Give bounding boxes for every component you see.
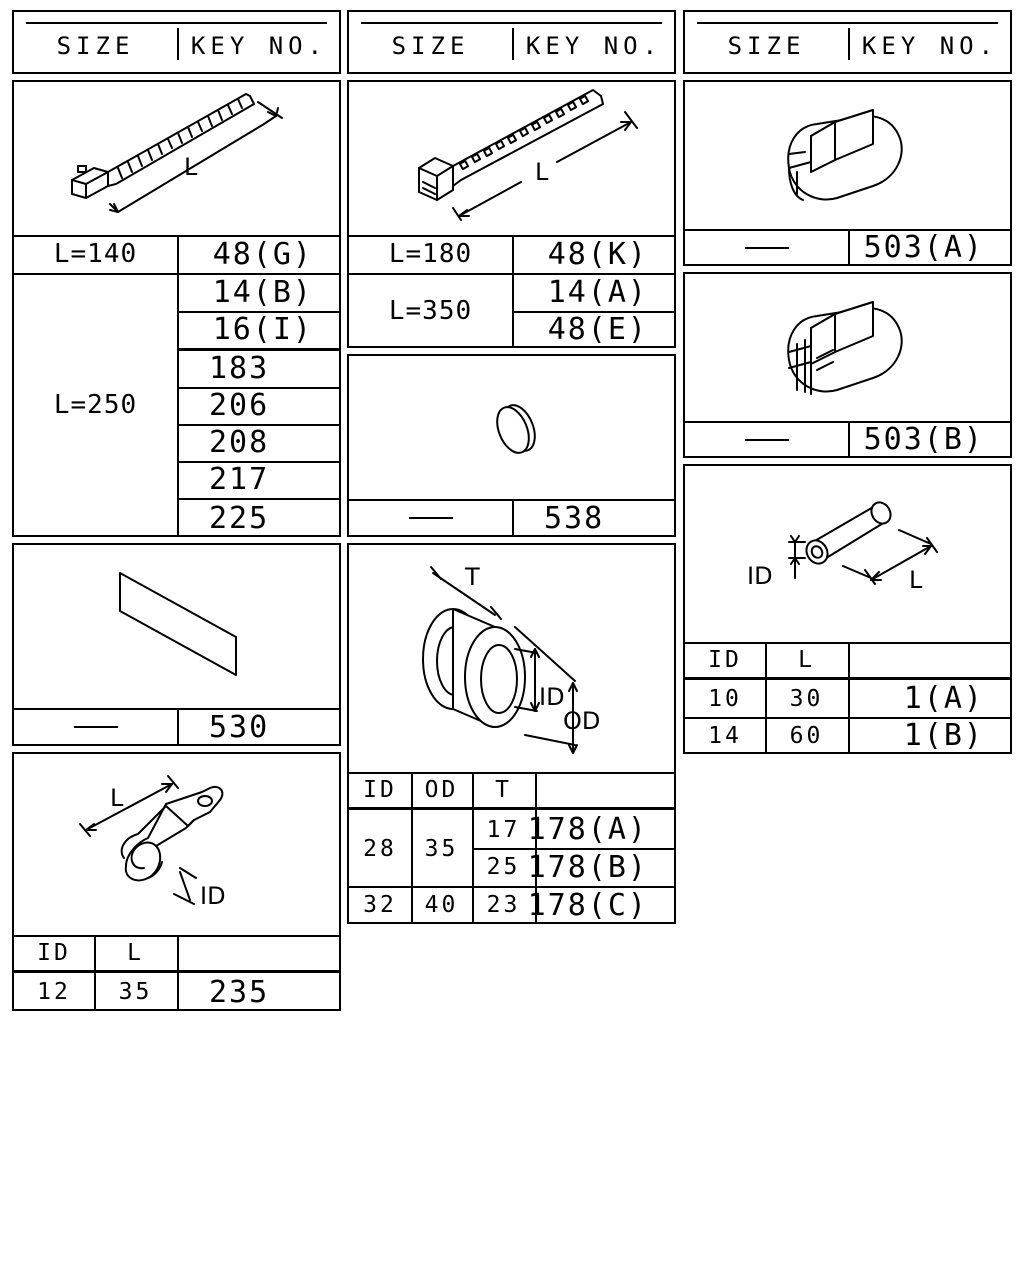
pad-drawing bbox=[14, 545, 339, 710]
connector-drawing bbox=[685, 274, 1010, 422]
size-none bbox=[685, 421, 848, 458]
dimension-label-l: L bbox=[535, 158, 549, 186]
cell-id: 14 bbox=[708, 722, 742, 749]
key-48k: 48(K) bbox=[547, 236, 648, 272]
column-header-od: OD bbox=[424, 777, 459, 803]
cell-t: 25 bbox=[486, 854, 521, 880]
key-503a: 503(A) bbox=[863, 230, 984, 265]
key-503b: 503(B) bbox=[863, 422, 984, 457]
cell-l: 35 bbox=[118, 979, 153, 1005]
key-16i: 16(I) bbox=[212, 312, 313, 347]
dimension-label-id: ID bbox=[200, 882, 226, 910]
cell-t: 23 bbox=[486, 892, 521, 918]
key-225: 225 bbox=[209, 500, 270, 536]
size-l250: L=250 bbox=[53, 390, 138, 420]
connector-panel-503a bbox=[683, 80, 1012, 266]
clamp-drawing bbox=[14, 754, 339, 936]
header-key-no: KEY NO. bbox=[861, 32, 999, 60]
key-178c: 178(C) bbox=[527, 887, 648, 923]
grommet-panel-178 bbox=[347, 543, 676, 924]
size-l350: L=350 bbox=[388, 295, 473, 326]
cell-id: 12 bbox=[37, 979, 71, 1005]
pad-panel-530 bbox=[12, 543, 341, 746]
size-none bbox=[685, 229, 848, 266]
cell-od: 40 bbox=[424, 892, 459, 918]
key-1a: 1(A) bbox=[903, 681, 984, 716]
cell-l: 30 bbox=[789, 685, 824, 712]
dimension-label-l: L bbox=[909, 566, 923, 594]
key-14b: 14(B) bbox=[212, 274, 313, 310]
plug-drawing bbox=[349, 356, 674, 501]
header-size: SIZE bbox=[56, 32, 135, 60]
key-235: 235 bbox=[209, 974, 270, 1010]
column-header-l: L bbox=[127, 940, 144, 966]
dimension-label-id: ID bbox=[539, 683, 565, 711]
column-header-id: ID bbox=[363, 777, 397, 803]
grommet-drawing bbox=[349, 545, 674, 773]
dimension-label-t: T bbox=[465, 563, 480, 591]
header-box-col3 bbox=[683, 10, 1012, 74]
dimension-label-l: L bbox=[110, 784, 124, 812]
tube-drawing bbox=[685, 466, 1010, 644]
cable-tie-drawing bbox=[349, 82, 674, 237]
key-530: 530 bbox=[209, 709, 270, 745]
cell-id: 10 bbox=[708, 685, 742, 712]
cell-od: 35 bbox=[424, 835, 459, 862]
key-183: 183 bbox=[209, 350, 270, 386]
key-538: 538 bbox=[544, 500, 605, 536]
cell-t: 17 bbox=[486, 816, 521, 843]
cable-tie-panel-140 bbox=[12, 80, 341, 537]
header-key-no: KEY NO. bbox=[190, 32, 328, 60]
key-1b: 1(B) bbox=[903, 718, 984, 753]
cell-id: 28 bbox=[363, 835, 397, 862]
dimension-label-od: OD bbox=[563, 707, 601, 735]
connector-panel-503b bbox=[683, 272, 1012, 458]
header-key-no: KEY NO. bbox=[525, 32, 663, 60]
cable-tie-panel-180 bbox=[347, 80, 676, 348]
key-178a: 178(A) bbox=[527, 812, 648, 847]
header-size: SIZE bbox=[727, 32, 806, 60]
cable-tie-drawing bbox=[14, 82, 339, 237]
column-header-l: L bbox=[798, 647, 815, 673]
column-header-t: T bbox=[495, 777, 512, 803]
dimension-label-id: ID bbox=[747, 562, 773, 590]
key-14a: 14(A) bbox=[547, 274, 648, 310]
dimension-label-l: L bbox=[184, 153, 198, 181]
cell-l: 60 bbox=[789, 722, 824, 749]
key-217: 217 bbox=[209, 462, 270, 497]
size-l180: L=180 bbox=[388, 239, 473, 269]
key-206: 206 bbox=[209, 388, 270, 423]
tube-panel-1 bbox=[683, 464, 1012, 754]
clamp-panel-235 bbox=[12, 752, 341, 1011]
header-box-col2 bbox=[347, 10, 676, 74]
connector-drawing bbox=[685, 82, 1010, 230]
column-header-id: ID bbox=[708, 647, 742, 673]
size-l140: L=140 bbox=[53, 239, 138, 269]
size-none bbox=[349, 499, 512, 537]
header-box-col1 bbox=[12, 10, 341, 74]
key-48g: 48(G) bbox=[212, 236, 313, 272]
key-208: 208 bbox=[209, 425, 270, 460]
key-48e: 48(E) bbox=[547, 312, 648, 347]
header-size: SIZE bbox=[391, 32, 470, 60]
size-none bbox=[14, 708, 177, 746]
key-178b: 178(B) bbox=[527, 849, 648, 885]
plug-panel-538 bbox=[347, 354, 676, 537]
column-header-id: ID bbox=[37, 940, 71, 966]
cell-id: 32 bbox=[363, 892, 397, 918]
